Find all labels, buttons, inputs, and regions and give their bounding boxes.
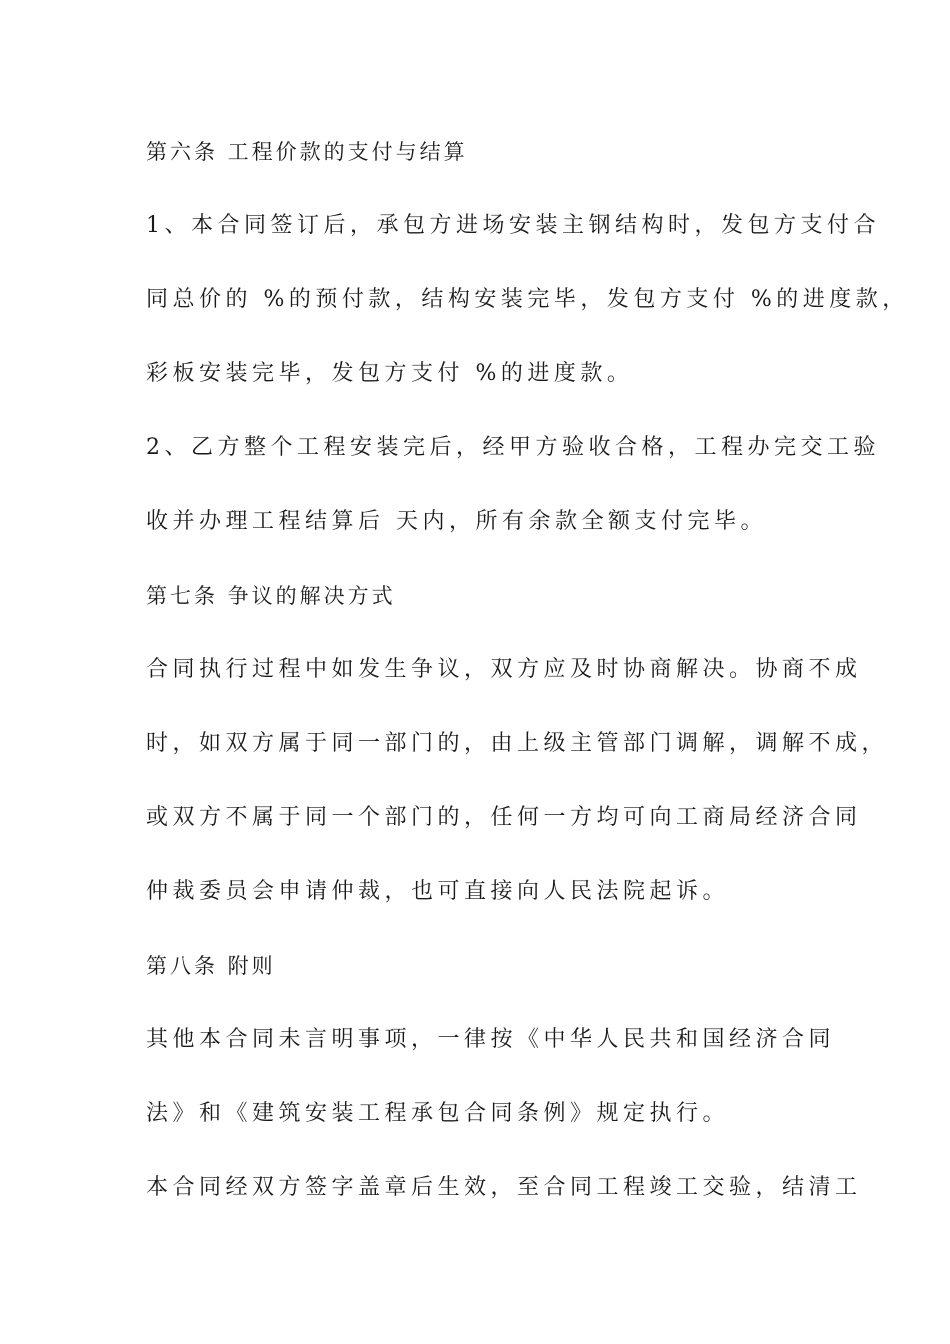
- paragraph-line: 或双方不属于同一个部门的，任何一方均可向工商局经济合同: [146, 805, 862, 830]
- paragraph-line: 收并办理工程结算后 天内，所有余款全额支付完毕。: [146, 509, 767, 534]
- paragraph-line: 1、本合同签订后，承包方进场安装主钢结构时，发包方支付合: [146, 213, 880, 238]
- section-heading-article-6: 第六条 工程价款的支付与结算: [146, 140, 468, 164]
- section-heading-article-7: 第七条 争议的解决方式: [146, 584, 396, 608]
- paragraph-line: 本合同经双方签字盖章后生效，至合同工程竣工交验，结清工: [146, 1175, 862, 1200]
- paragraph-line: 仲裁委员会申请仲裁，也可直接向人民法院起诉。: [146, 879, 730, 904]
- paragraph-line: 2、乙方整个工程安装完后，经甲方验收合格，工程办完交工验: [146, 435, 880, 460]
- paragraph-line: 同总价的 %的预付款，结构安装完毕，发包方支付 %的进度款，: [146, 287, 909, 312]
- paragraph-line: 时，如双方属于同一部门的，由上级主管部门调解，调解不成，: [146, 731, 889, 756]
- paragraph-line: 其他本合同未言明事项，一律按《中华人民共和国经济合同: [146, 1027, 836, 1052]
- paragraph-line: 法》和《建筑安装工程承包合同条例》规定执行。: [146, 1101, 730, 1126]
- section-heading-article-8: 第八条 附则: [146, 954, 276, 978]
- paragraph-line: 彩板安装完毕，发包方支付 %的进度款。: [146, 361, 634, 386]
- paragraph-line: 合同执行过程中如发生争议，双方应及时协商解决。协商不成: [146, 657, 862, 682]
